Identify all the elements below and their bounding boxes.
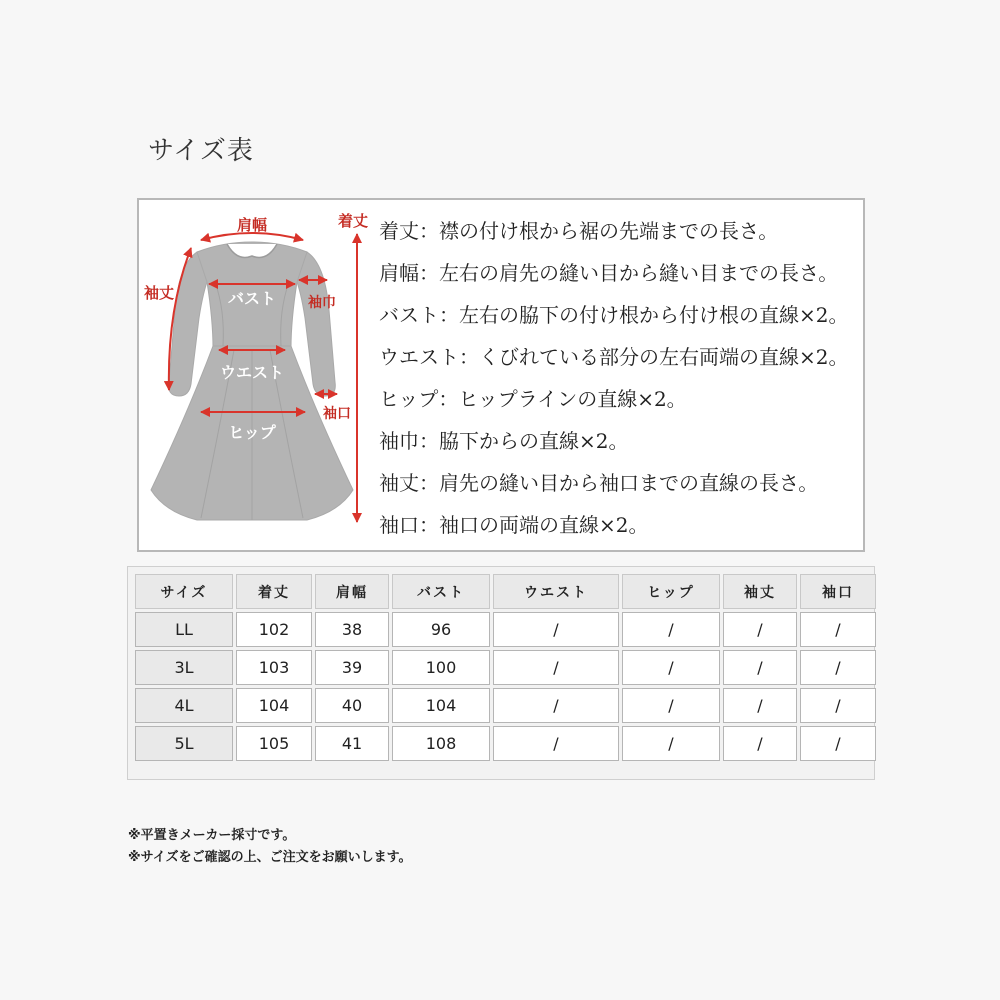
label-waist: ウエスト xyxy=(219,363,285,382)
table-cell: / xyxy=(723,726,797,761)
label-length: 着丈 xyxy=(337,212,369,230)
table-cell: / xyxy=(622,726,720,761)
table-row xyxy=(135,726,876,761)
table-cell: / xyxy=(622,688,720,723)
table-cell: / xyxy=(493,688,619,723)
size-cell: 5L xyxy=(135,726,233,761)
page-title: サイズ表 xyxy=(148,136,254,166)
table-cell: 40 xyxy=(315,688,389,723)
table-cell: / xyxy=(493,650,619,685)
header-cuff: 袖口 xyxy=(800,574,876,609)
table-cell: / xyxy=(800,612,876,647)
definition-shoulder: 肩幅：左右の肩先の縫い目から縫い目までの長さ。 xyxy=(379,261,839,285)
note-measurement: ※平置きメーカー採寸です。 xyxy=(128,828,296,843)
header-bust: バスト xyxy=(392,574,490,609)
table-cell: / xyxy=(800,650,876,685)
table-cell: / xyxy=(622,650,720,685)
definition-sleeve-length: 袖丈：肩先の縫い目から袖口までの直線の長さ。 xyxy=(379,471,819,495)
definition-waist: ウエスト：くびれている部分の左右両端の直線×2。 xyxy=(379,345,849,369)
definition-cuff: 袖口：袖口の両端の直線×2。 xyxy=(379,513,649,537)
table-row xyxy=(135,688,876,723)
size-cell: 4L xyxy=(135,688,233,723)
table-cell: 108 xyxy=(392,726,490,761)
measurement-diagram xyxy=(137,198,865,552)
label-shoulder: 肩幅 xyxy=(236,216,268,234)
table-cell: 38 xyxy=(315,612,389,647)
table-row xyxy=(135,650,876,685)
table-cell: 105 xyxy=(236,726,312,761)
table-cell: / xyxy=(493,612,619,647)
size-cell: 3L xyxy=(135,650,233,685)
table-cell: 104 xyxy=(392,688,490,723)
table-cell: / xyxy=(622,612,720,647)
table-cell: 104 xyxy=(236,688,312,723)
definition-sleeve-width: 袖巾：脇下からの直線×2。 xyxy=(379,429,629,453)
label-sleeve-width: 袖巾 xyxy=(308,295,336,311)
table-cell: / xyxy=(493,726,619,761)
definition-hip: ヒップ：ヒップラインの直線×2。 xyxy=(379,387,687,411)
header-size: サイズ xyxy=(135,574,233,609)
table-cell: / xyxy=(800,726,876,761)
label-hip: ヒップ xyxy=(228,423,276,442)
table-cell: / xyxy=(723,688,797,723)
definition-list xyxy=(379,210,848,546)
label-bust: バスト xyxy=(227,289,277,308)
size-table-container xyxy=(127,566,875,780)
definition-length: 着丈：襟の付け根から裾の先端までの長さ。 xyxy=(379,219,779,243)
table-cell: / xyxy=(800,688,876,723)
table-cell: 103 xyxy=(236,650,312,685)
table-row xyxy=(135,612,876,647)
shoulder-arrow xyxy=(201,233,303,240)
header-shoulder: 肩幅 xyxy=(315,574,389,609)
notes xyxy=(128,825,412,869)
table-cell: 100 xyxy=(392,650,490,685)
header-hip: ヒップ xyxy=(622,574,720,609)
table-cell: 39 xyxy=(315,650,389,685)
header-length: 着丈 xyxy=(236,574,312,609)
table-header-row xyxy=(135,574,876,609)
size-cell: LL xyxy=(135,612,233,647)
definition-bust: バスト：左右の脇下の付け根から付け根の直線×2。 xyxy=(379,303,849,327)
note-confirm-size: ※サイズをご確認の上、ご注文をお願いします。 xyxy=(128,850,412,865)
table-cell: / xyxy=(723,612,797,647)
label-cuff: 袖口 xyxy=(323,406,351,422)
header-sleeve-length: 袖丈 xyxy=(723,574,797,609)
table-cell: / xyxy=(723,650,797,685)
label-sleeve-length: 袖丈 xyxy=(143,284,175,302)
table-cell: 41 xyxy=(315,726,389,761)
table-cell: 96 xyxy=(392,612,490,647)
header-waist: ウエスト xyxy=(493,574,619,609)
table-cell: 102 xyxy=(236,612,312,647)
size-table xyxy=(132,571,879,764)
